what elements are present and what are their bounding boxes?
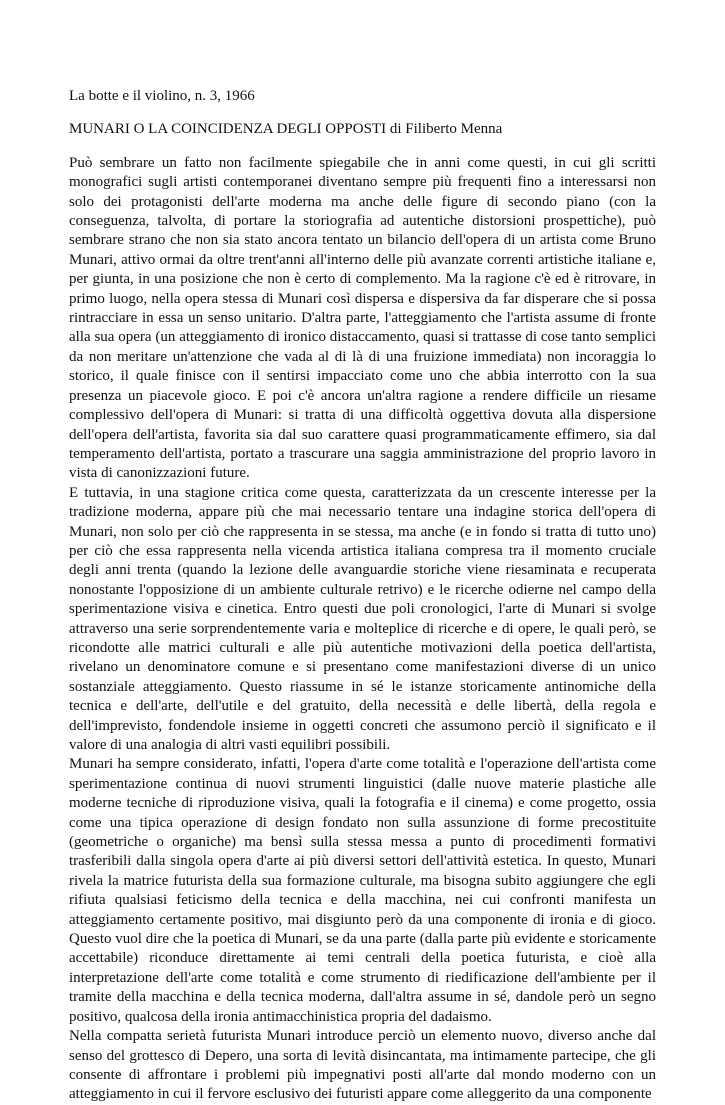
- body-paragraph: Munari ha sempre considerato, infatti, l'opera d'arte come totalità e l'operazione dell'artista come sperimentazione continua di nuovi strumenti linguistici (dalle nuove materie plastiche alle moderne tecniche di riproduzione visiva, quali la fotografia e il cinema) e come progetto, ossia come una tipica operazione di design fondato non sulla assunzione di forme precostituite (geometriche o organiche) ma bensì sulla stessa messa a punto di procedimenti formativi trasferibili dalla singola opera d'arte ai più diversi settori dell'attività estetica. In questo, Munari rivela la matrice futurista della sua formazione culturale, ma bisogna subito aggiungere che egli rifiuta qualsiasi feticismo della tecnica e della macchina, nei cui confronti manifesta un atteggiamento certamente positivo, mai disgiunto però da una componente di ironia e di gioco. Questo vuol dire che la poetica di Munari, se da una parte (dalla parte più evidente e storicamente accettabile) riconduce direttamente ai temi centrali della poetica futurista, e cioè alla interpretazione dell'arte come totalità e come strumento di riedificazione dell'ambiente per il tramite della macchina e della tecnica moderna, dall'altra assume in sé, dandole però un segno positivo, qualcosa della ironia antimacchinistica propria del dadaismo.: [69, 756, 656, 1025]
- body-paragraph: Nella compatta serietà futurista Munari introduce perciò un elemento nuovo, diverso anche dal senso del grottesco di Depero, una sorta di levità disincantata, ma intimamente partecipe, che gli consente di affrontare i problemi più impegnativi posti all'arte dal mondo moderno con un atteggiamento in cui il fervore esclusivo dei futuristi appare come alleggerito da una componente: [69, 1028, 656, 1103]
- title-author: di Filiberto Menna: [386, 121, 503, 138]
- title-main: MUNARI O LA COINCIDENZA DEGLI OPPOSTI: [69, 121, 387, 138]
- document-page: [69, 87, 656, 1105]
- source-citation: La botte e il violino, n. 3, 1966: [69, 88, 255, 104]
- body-paragraph: E tuttavia, in una stagione critica come questa, caratterizzata da un crescente interesse per la tradizione moderna, appare più che mai necessario tentare una indagine storica dell'opera di Munari, non solo per ciò che rappresenta in se stessa, ma anche (e in fondo si tratta di tutto uno) per ciò che essa rappresenta nella vicenda artistica italiana compresa tra il momento cruciale degli anni trenta (quando la lezione delle avanguardie storiche viene riesaminata e recuperata nonostante l'opposizione di un ambiente culturale retrivo) e le ricerche odierne nel campo della sperimentazione visiva e cinetica. Entro questi due poli cronologici, l'arte di Munari si svolge attraverso una serie sorprendentemente varia e molteplice di ricerche e di opere, le quali però, se ricondotte alle matrici culturali e alle più autentiche motivazioni della poetica dell'artista, rivelano un denominatore comune e si presentano come manifestazioni diverse di un unico sostanziale atteggiamento. Questo riassume in sé le istanze storicamente antinomiche della tecnica e dell'arte, dell'utile e del gratuito, della necessità e delle libertà, della regola e dell'imprevisto, fondendole insieme in oggetti concreti che assumono perciò il significato e il valore di una analogia di altri vasti equilibri possibili.: [69, 484, 656, 753]
- article-title: [69, 120, 656, 139]
- body-paragraph: Può sembrare un fatto non facilmente spiegabile che in anni come questi, in cui gli scritti monografici sugli artisti contemporanei diventano sempre più frequenti fino a interessarsi non solo dei protagonisti dell'arte moderna ma anche delle figure di secondo piano (con la conseguenza, talvolta, di portare la storiografia ad autentiche distorsioni prospettiche), può sembrare strano che non sia stato ancora tentato un bilancio dell'opera di un artista come Bruno Munari, attivo ormai da oltre trent'anni all'interno delle più avanzate correnti artistiche italiane e, per giunta, in una posizione che non è certo di complemento. Ma la ragione c'è ed è ritrovare, in primo luogo, nella opera stessa di Munari così dispersa e dispersiva da far disperare che si possa rintracciare in essa un senso unitario. D'altra parte, l'atteggiamento che l'artista assume di fronte alla sua opera (un atteggiamento di ironico distaccamento, quasi si trattasse di cose tanto semplici da non meritare un'attenzione che vada al di là di una fruizione immediata) non incoraggia lo storico, il quale finisce con il sentirsi impacciato come uno che abbia interrotto con la sua presenza un piacevole gioco. E poi c'è ancora un'altra ragione a rendere difficile un riesame complessivo dell'opera di Munari: si tratta di una difficoltà oggettiva dovuta alla dispersione dell'opera dell'artista, favorita sia dal suo carattere quasi programmaticamente effimero, sia dal temperamento dell'artista, portato a trascurare una saggia amministrazione del proprio lavoro in vista di canonizzazioni future.: [69, 154, 656, 482]
